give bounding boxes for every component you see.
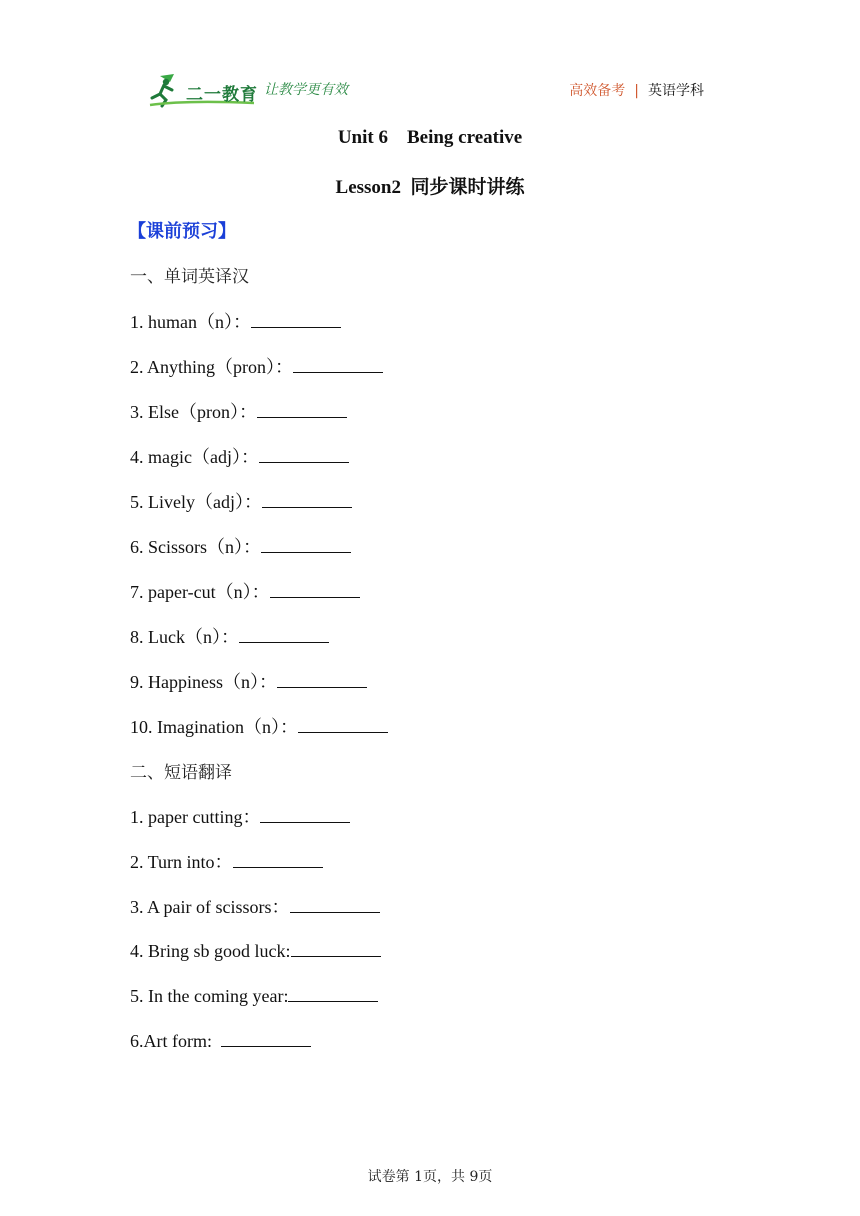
section-heading: 【课前预习】: [128, 221, 236, 242]
answer-blank[interactable]: [257, 399, 347, 418]
list-item: [130, 488, 352, 514]
answer-blank[interactable]: [221, 1028, 311, 1047]
answer-blank[interactable]: [260, 804, 350, 823]
list-item: [130, 623, 329, 649]
answer-blank[interactable]: [239, 624, 329, 643]
page-subtitle: Lesson2 同步课时讲练: [335, 177, 525, 198]
answer-blank[interactable]: [277, 669, 367, 688]
answer-blank[interactable]: [270, 579, 360, 598]
answer-blank[interactable]: [293, 354, 383, 373]
slogan: 让教学更有效: [264, 82, 348, 98]
answer-blank[interactable]: [290, 894, 380, 913]
list-item: [130, 893, 380, 919]
item-text: 1. human（n）：: [130, 312, 251, 332]
list-item: [130, 668, 367, 694]
list-item: [130, 443, 349, 469]
item-text: 4. Bring sb good luck:: [130, 941, 291, 961]
answer-blank[interactable]: [259, 444, 349, 463]
subject-label: 英语学科: [648, 83, 704, 99]
item-text: 3. A pair of scissors：: [130, 897, 290, 917]
item-text: 6. Scissors（n）：: [130, 537, 262, 557]
item-text: 10. Imagination（n）：: [130, 717, 298, 737]
list-item: [130, 398, 347, 424]
page-title: Unit 6 Being creative: [337, 127, 523, 148]
answer-blank[interactable]: [251, 309, 341, 328]
item-text: 3. Else（pron）：: [130, 402, 257, 422]
answer-blank[interactable]: [261, 534, 351, 553]
item-text: 5. Lively（adj）：: [130, 492, 262, 512]
list-item: [130, 533, 351, 559]
item-text: 9. Happiness（n）：: [130, 672, 277, 692]
header-right: [569, 80, 704, 100]
part1-heading: 一、单词英译汉: [130, 267, 249, 287]
part2-heading: 二、短语翻译: [130, 763, 232, 783]
item-text: 8. Luck（n）：: [130, 627, 239, 647]
answer-blank[interactable]: [298, 714, 388, 733]
answer-blank[interactable]: [291, 938, 381, 957]
page-footer: 试卷第 1页，共 9页: [367, 1169, 493, 1185]
list-item: [130, 308, 341, 334]
item-text: 7. paper-cut（n）：: [130, 582, 270, 602]
separator: |: [634, 83, 639, 99]
prep-label: 高效备考: [569, 83, 626, 99]
item-text: 6.Art form:: [130, 1031, 221, 1051]
list-item: [130, 848, 323, 874]
logo-text: 二一教育: [186, 85, 258, 105]
item-text: 2. Anything（pron）：: [130, 357, 294, 377]
list-item: [130, 353, 383, 379]
list-item: [130, 1028, 311, 1052]
list-item: [130, 803, 350, 829]
page-header: [0, 0, 860, 120]
answer-blank[interactable]: [233, 849, 323, 868]
answer-blank[interactable]: [288, 983, 378, 1002]
item-text: 2. Turn into：: [130, 852, 233, 872]
item-text: 1. paper cutting：: [130, 807, 261, 827]
answer-blank[interactable]: [262, 489, 352, 508]
list-item: [130, 938, 381, 962]
item-text: 5. In the coming year:: [130, 986, 289, 1006]
item-text: 4. magic（adj）：: [130, 447, 259, 467]
list-item: [130, 713, 388, 739]
list-item: [130, 578, 360, 604]
list-item: [130, 983, 378, 1007]
